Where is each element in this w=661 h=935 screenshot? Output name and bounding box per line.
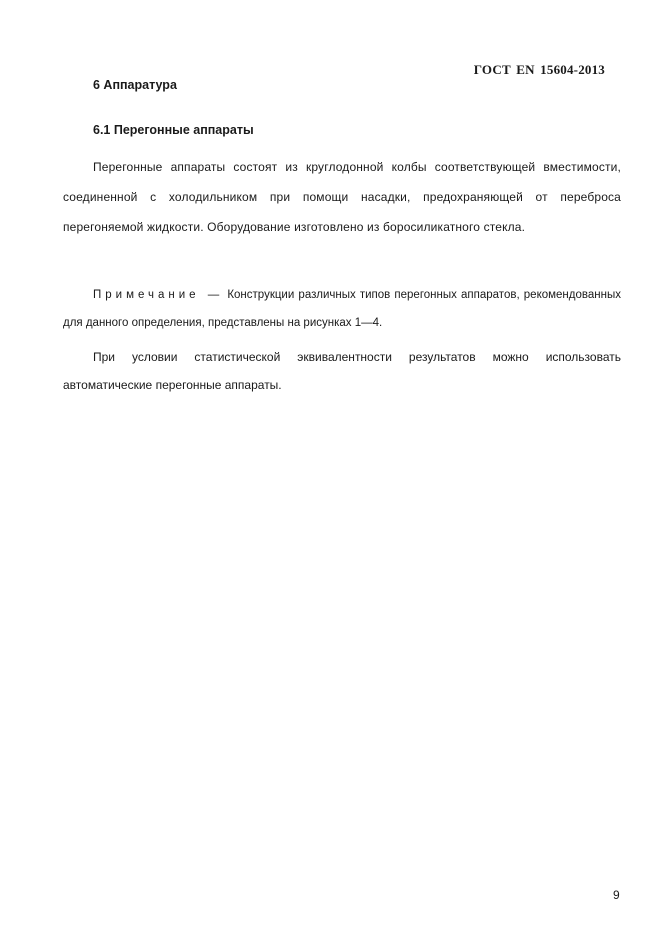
note-text: Конструкции различных типов перегонных аппаратов, рекомендованных для данного определения, представлены на рисунках 1—4. bbox=[63, 289, 621, 329]
note-paragraph bbox=[63, 281, 621, 337]
document-code: ГОСТ EN 15604-2013 bbox=[473, 62, 605, 77]
subsection-heading: 6.1 Перегонные аппараты bbox=[93, 123, 254, 137]
note-label: Примечание — bbox=[93, 289, 224, 301]
page-number: 9 bbox=[613, 888, 620, 902]
paragraph-main: Перегонные аппараты состоят из круглодонной колбы соответствующей вместимости, соединенной с холодильником при помощи насадки, предохраняющей от переброса перегоняемой жидкости. Оборудование изготовлено из боросиликатного стекла. bbox=[63, 160, 621, 234]
section-heading: 6 Аппаратура bbox=[93, 78, 177, 92]
paragraph-automatic: При условии статистической эквивалентности результатов можно использовать автоматические перегонные аппараты. bbox=[63, 350, 621, 392]
